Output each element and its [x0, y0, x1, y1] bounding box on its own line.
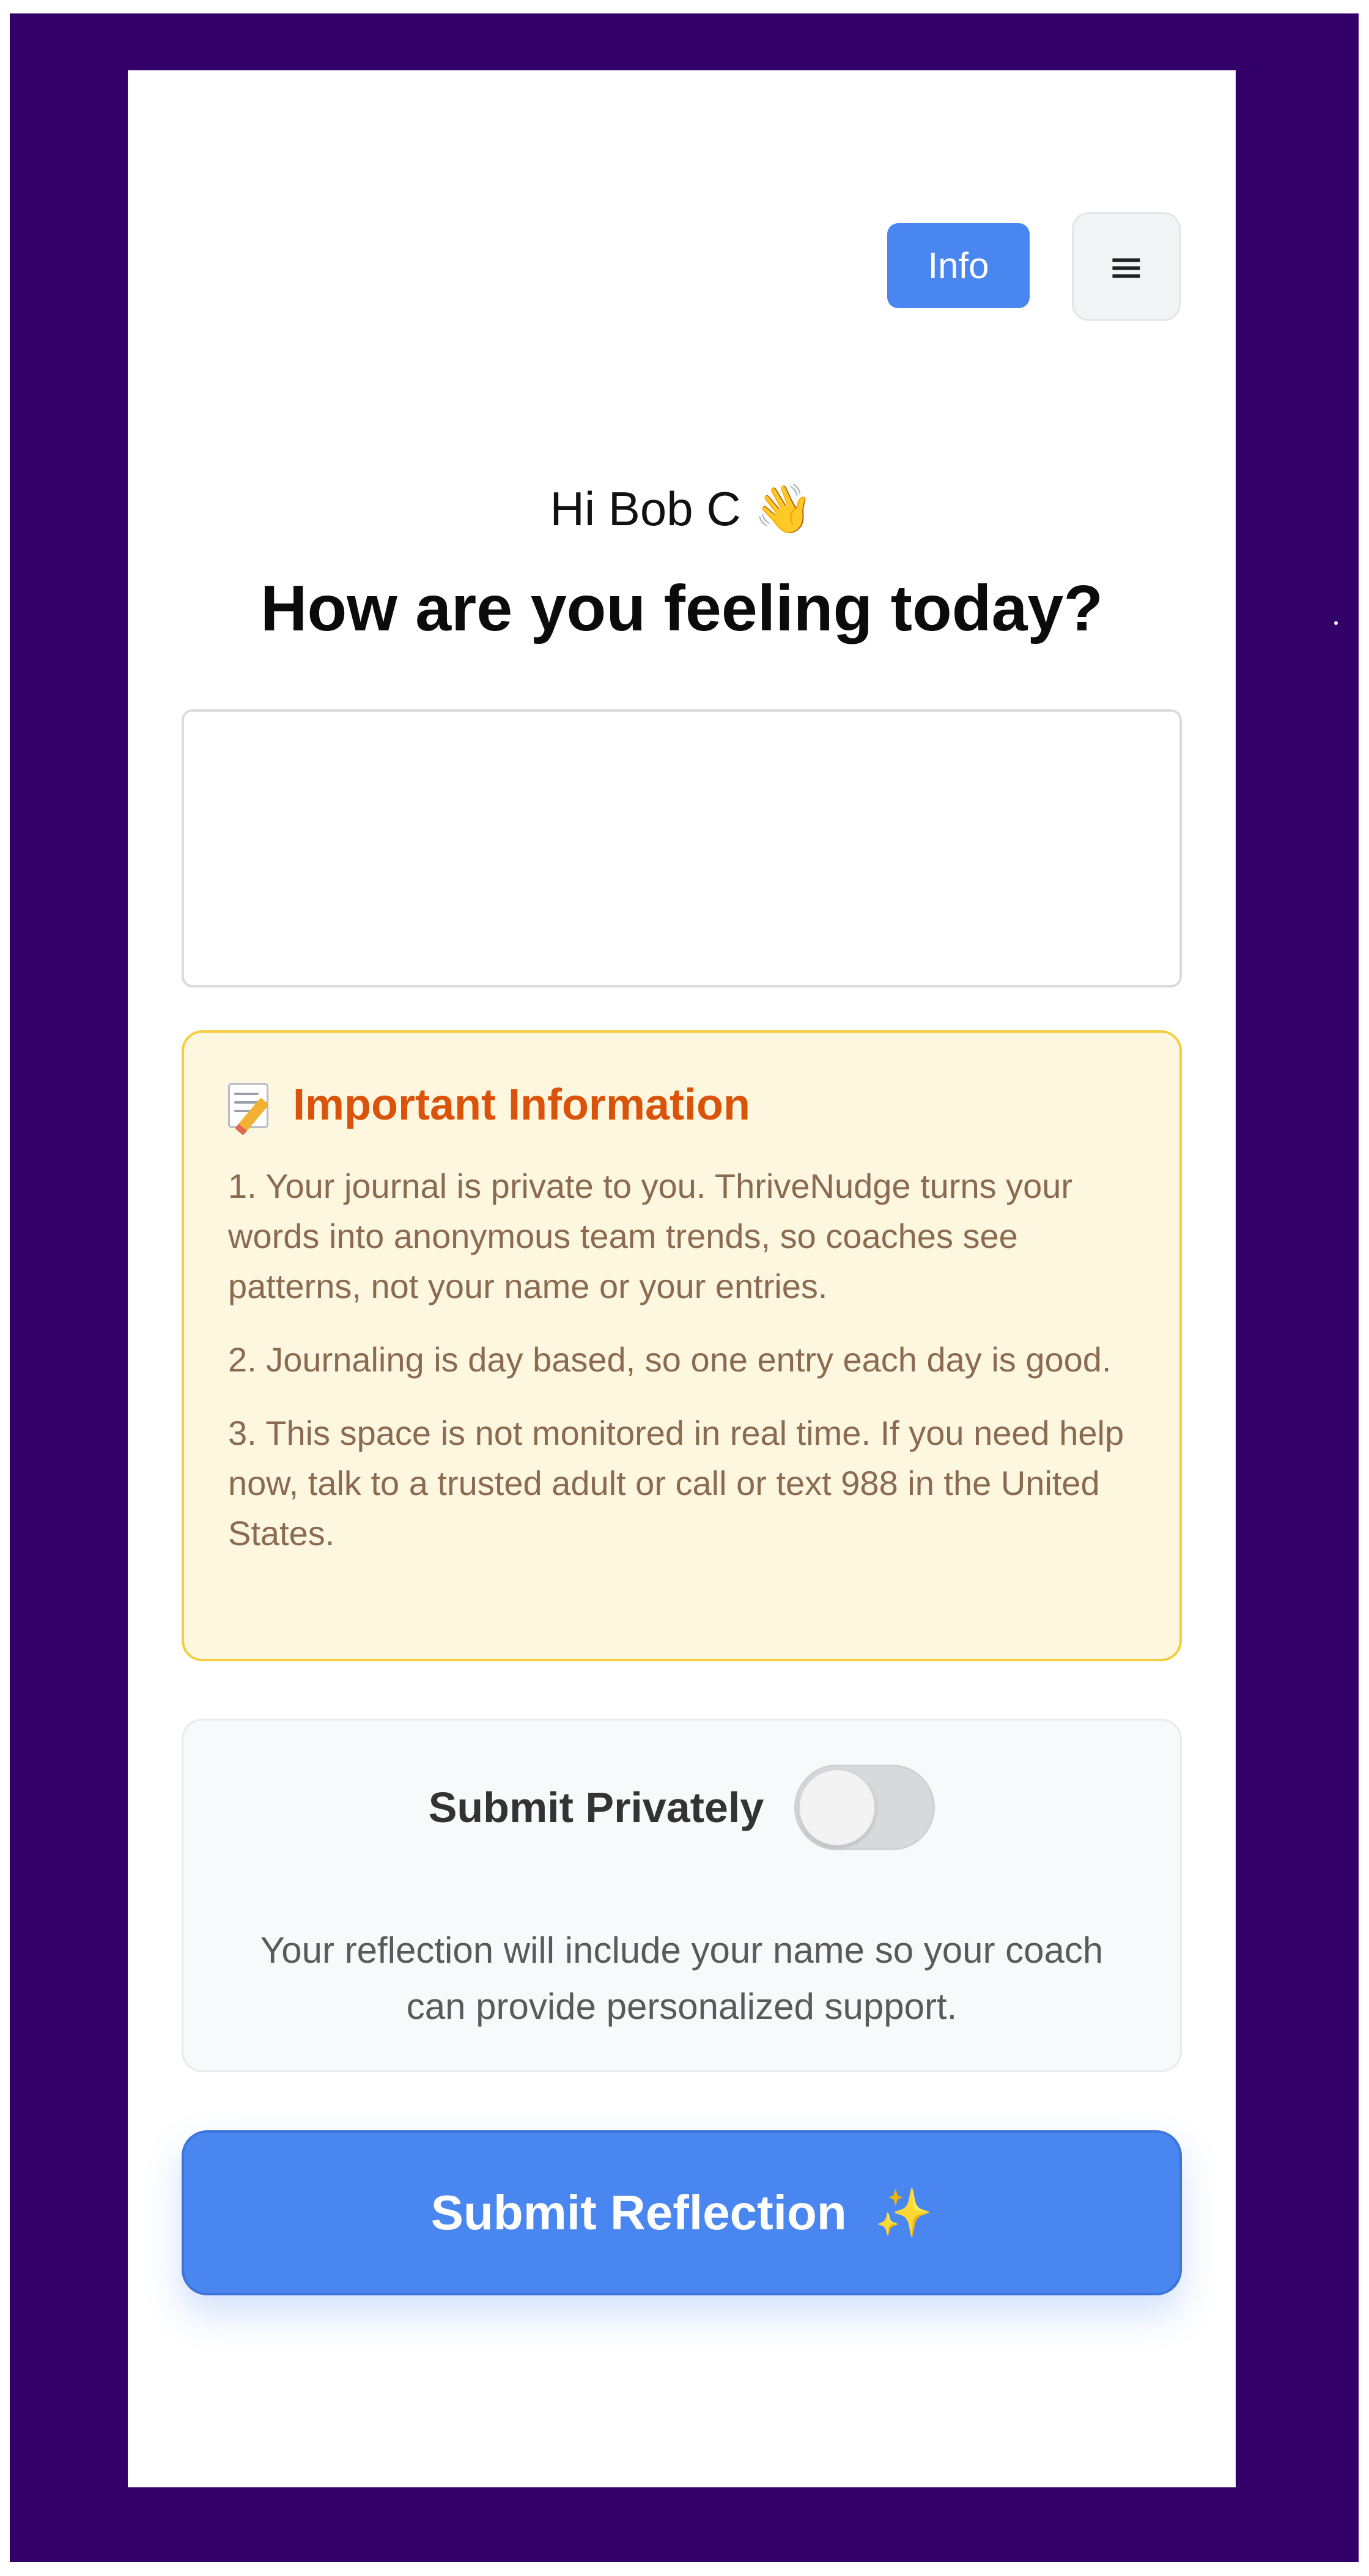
menu-button[interactable] [1072, 212, 1181, 321]
submit-privately-label: Submit Privately [428, 1784, 764, 1831]
info-button[interactable]: Info [887, 223, 1030, 308]
submit-reflection-button[interactable] [182, 2130, 1182, 2295]
privacy-description: Your reflection will include your name so your coach can provide personalized support. [260, 1930, 1104, 2027]
info-item: 3. This space is not monitored in real time. If you need help now, talk to a trusted adult or call or text 988 in the United States. [228, 1414, 1124, 1552]
hamburger-icon: ≡ [1107, 241, 1145, 292]
app-screen [128, 70, 1236, 2487]
submit-label: Submit Reflection [430, 2185, 847, 2240]
submit-privately-toggle[interactable] [794, 1765, 935, 1850]
journal-input[interactable] [182, 709, 1182, 987]
toggle-knob [799, 1769, 876, 1846]
waving-hand-icon: 👋 [754, 482, 814, 537]
top-bar [128, 208, 1236, 318]
important-info-title: Important Information [293, 1080, 750, 1129]
info-item: 2. Journaling is day based, so one entry each day is good. [228, 1340, 1112, 1379]
privacy-card [182, 1719, 1182, 2072]
privacy-row [183, 1765, 1180, 1850]
greeting [128, 481, 1236, 537]
important-info-box [182, 1030, 1182, 1661]
page-title: How are you feeling today? [260, 572, 1104, 644]
background-dot [1334, 621, 1338, 625]
important-info-heading [228, 1074, 1135, 1135]
info-item: 1. Your journal is private to you. ThriveNudge turns your words into anonymous team trends, so coaches see patterns, not your name or your entries. [228, 1167, 1073, 1305]
greeting-text: Hi Bob C [550, 482, 741, 536]
memo-icon [228, 1080, 276, 1129]
sparkles-icon: ✨ [874, 2185, 933, 2240]
